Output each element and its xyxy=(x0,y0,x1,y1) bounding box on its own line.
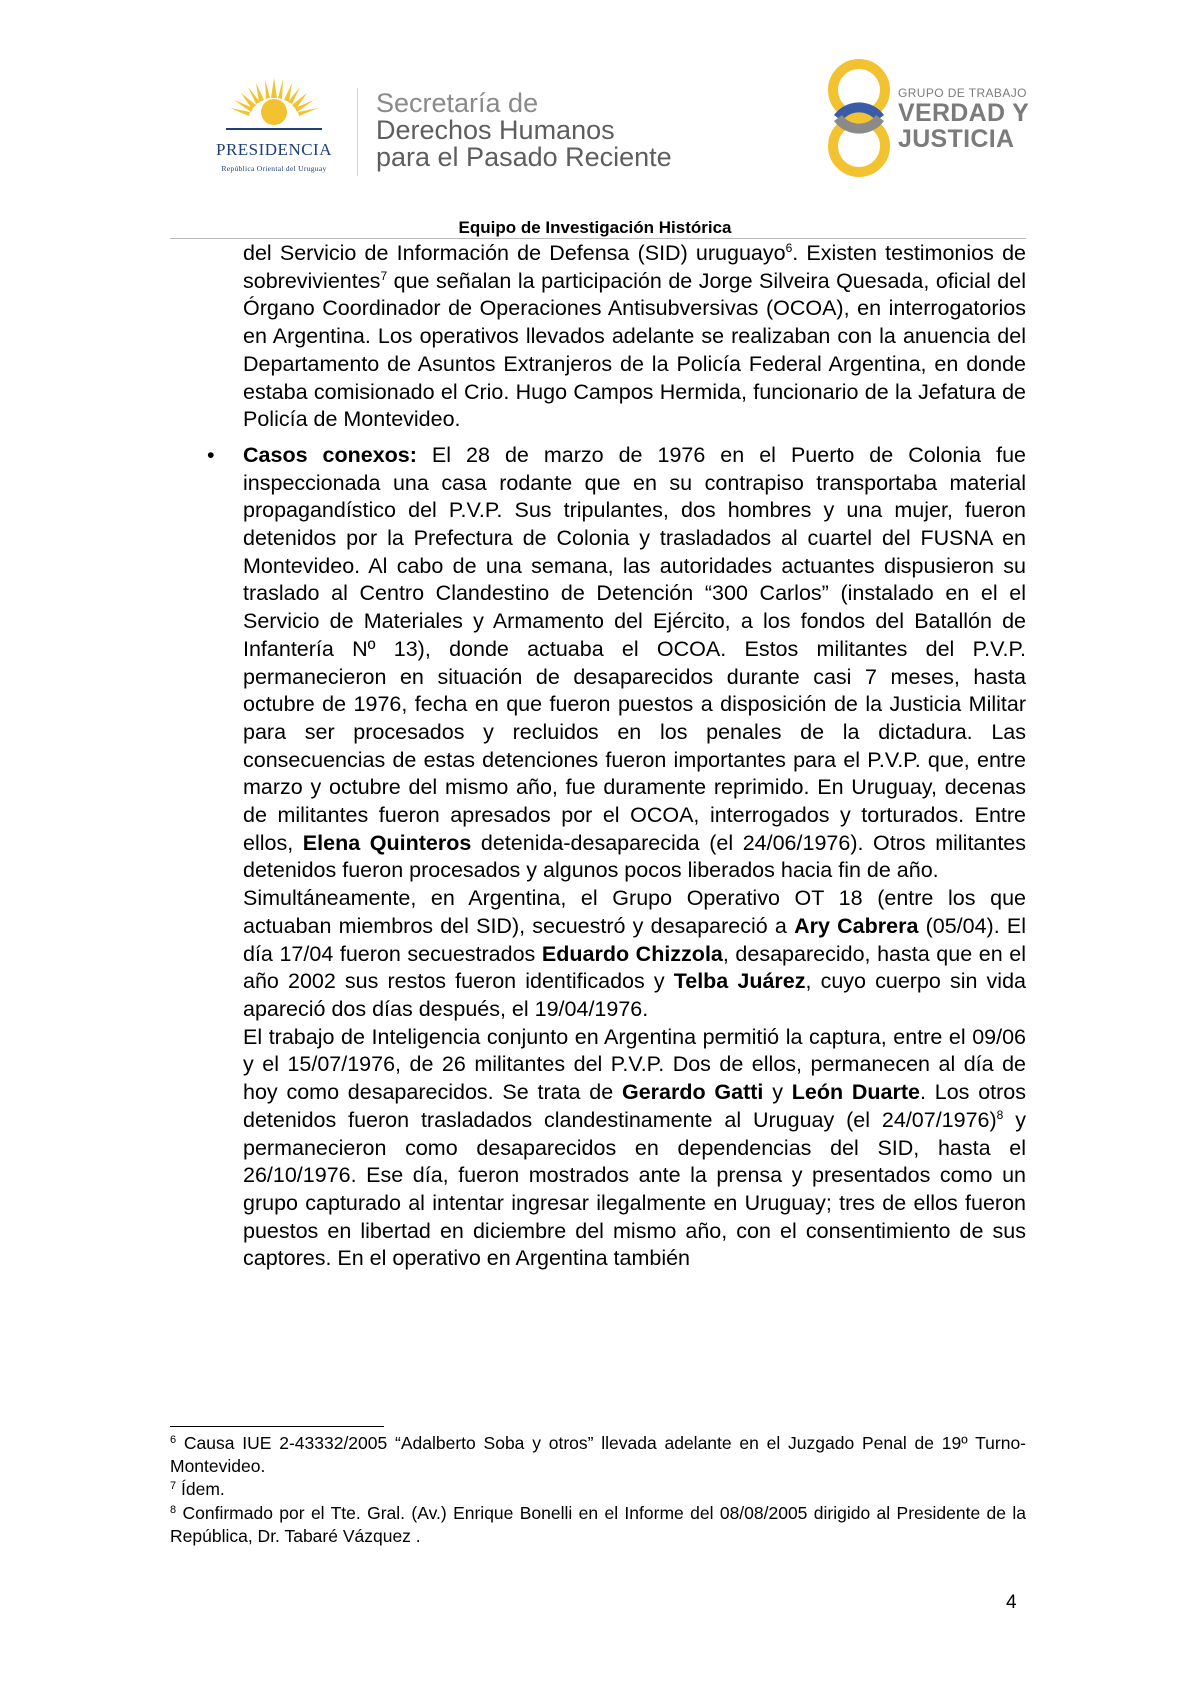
paragraph-1-text-c: que señalan la participación de Jorge Silveira Quesada, oficial del Órgano Coordinador de Operaciones Antisubversivas (OCOA), en interrogatorios en Argentina. Los operativos llevados adelante se realizaban con la anuencia del Departamento de Asuntos Extranjeros de la Policía Federal Argentina, en donde estaba comisionado el Crio. Hugo Campos Hermida, funcionario de la Jefatura de Policía de Montevideo. xyxy=(243,268,1026,432)
grupo-trabajo-text xyxy=(898,86,1029,152)
paragraph-2-end: detenida-desaparecida (el 24/06/1976). Otros militantes detenidos fueron procesados y algunos pocos liberados hacia fin de año. xyxy=(243,830,1027,883)
infinity-eight-icon xyxy=(824,56,894,182)
footnote-text: Confirmado por el Tte. Gral. (Av.) Enrique Bonelli en el Informe del 08/08/2005 dirigido al Presidente de la República, Dr. Tabaré Vázquez . xyxy=(170,1502,1026,1546)
name-eduardo-chizzola: Eduardo Chizzola xyxy=(541,941,723,966)
footnote-text: Causa IUE 2-43332/2005 “Adalberto Soba y otros” llevada adelante en el Juzgado Penal de 19º Turno-Montevideo. xyxy=(170,1433,1026,1477)
list-item-casos-conexos xyxy=(207,442,1027,885)
name-elena-quinteros: Elena Quinteros xyxy=(302,830,472,855)
paragraph-2-text: El 28 de marzo de 1976 en el Puerto de Colonia fue inspeccionada una casa rodante que en su contrapiso transportaba material propagandístico del P.V.P. Sus tripulantes, dos hombres y una mujer, fueron detenidos por la Prefectura de Colonia y trasladados al cuartel del FUSNA en Montevideo. Al cabo de una semana, las autoridades actuantes dispusieron su traslado al Centro Clandestino de Detención “300 Carlos” (instalado en el el Servicio de Materiales y Armamento del Ejército, a los fondos del Batallón de Infantería Nº 13), donde actuaba el OCOA. Estos militantes del P.V.P. permanecieron en situación de desaparecidos durante casi 7 meses, hasta octubre de 1976, fecha en que fueron puestos a disposición de la Justicia Militar para ser procesados y recluidos en los penales de la dictadura. Las consecuencias de estas detenciones fueron importantes para el P.V.P. que, entre marzo y octubre del mismo año, fue duramente reprimido. En Uruguay, decenas de militantes fueron apresados por el OCOA, interrogados y torturados. Entre ellos, xyxy=(243,442,1026,855)
footnote-rule xyxy=(170,1426,384,1427)
secretaria-line-2: Derechos Humanos xyxy=(376,115,615,145)
presidencia-subtitle: República Oriental del Uruguay xyxy=(221,164,327,173)
name-leon-duarte: León Duarte xyxy=(791,1080,920,1105)
department-title: Equipo de Investigación Histórica xyxy=(458,218,732,237)
paragraph-4-text: El trabajo de Inteligencia conjunto en Argentina permitió la captura, entre el 09/06 y el 15/07/1976, de 26 militantes del P.V.P. Dos de ellos, permanecen al día de hoy como desaparecidos. Se trata de xyxy=(243,1024,1026,1105)
secretaria-line-3: para el Pasado Reciente xyxy=(376,142,672,172)
footnotes xyxy=(170,1432,1026,1548)
bullet-icon: • xyxy=(207,442,215,467)
grupo-trabajo-logo xyxy=(824,56,1034,182)
footnote-number: 8 xyxy=(170,1503,177,1516)
logo-divider xyxy=(357,88,358,176)
page-number: 4 xyxy=(1006,1592,1017,1613)
header-rule xyxy=(170,238,1026,239)
paragraph-3-text: Simultáneamente, en Argentina, el Grupo Operativo OT 18 (entre los que actuaban miembros del SID), secuestró y desapareció a xyxy=(243,886,1026,938)
paragraph-4-text-d: y permanecieron como desaparecidos en dependencias del SID, hasta el 26/10/1976. Ese día, fueron mostrados ante la prensa y presentados como un grupo capturado al intentar ingresar ilegalmente en Uruguay; tres de ellos fueron puestos en libertad en diciembre del mismo año, con el consentimiento de sus captores. En el operativo en Argentina también xyxy=(243,1107,1026,1271)
presidencia-logo xyxy=(198,78,350,178)
secretaria-line-1: Secretaría de xyxy=(376,88,539,118)
document-body xyxy=(207,240,1027,1273)
presidencia-name: PRESIDENCIA xyxy=(215,140,332,159)
grupo-trabajo-line-1: VERDAD Y xyxy=(898,99,1030,127)
name-gerardo-gatti: Gerardo Gatti xyxy=(622,1080,764,1105)
sun-icon xyxy=(226,78,322,138)
footnote-number: 6 xyxy=(170,1434,177,1446)
footnote-8 xyxy=(170,1502,1026,1548)
footnote-6 xyxy=(170,1432,1026,1478)
paragraph-3 xyxy=(243,885,1026,1024)
paragraph-3-text-c: , desaparecido, hasta que en el año 2002 sus restos fueron identificados y xyxy=(243,941,1026,994)
paragraph-3-text-d: , cuyo cuerpo sin vida apareció dos días después, el 19/04/1976. xyxy=(243,969,1026,1021)
name-ary-cabrera: Ary Cabrera xyxy=(794,913,919,938)
paragraph-1-text: del Servicio de Información de Defensa (SID) uruguayo xyxy=(243,241,786,265)
footnote-ref-6[interactable]: 6 xyxy=(785,241,793,255)
grupo-trabajo-small: GRUPO DE TRABAJO xyxy=(898,86,1027,100)
paragraph-4 xyxy=(243,1024,1026,1273)
footnote-number: 7 xyxy=(170,1480,177,1493)
casos-conexos-label: Casos conexos: xyxy=(243,442,417,467)
paragraph-1 xyxy=(243,240,1026,434)
name-telba-juarez: Telba Juárez xyxy=(673,969,806,994)
paragraph-1-text-b: . Existen testimonios de sobrevivientes xyxy=(243,241,1026,293)
paragraph-4-text-b: y xyxy=(763,1080,792,1105)
footnote-ref-7[interactable]: 7 xyxy=(380,268,388,283)
paragraph-4-text-c: . Los otros detenidos fueron trasladados clandestinamente al Uruguay (el 24/07/1976) xyxy=(243,1080,1026,1132)
footnote-ref-8[interactable]: 8 xyxy=(996,1107,1004,1122)
footnote-text: Ídem. xyxy=(176,1479,225,1500)
footnote-7 xyxy=(170,1478,1026,1501)
grupo-trabajo-line-2: JUSTICIA xyxy=(898,125,1015,153)
page-header xyxy=(0,0,1190,240)
secretaria-logo-text xyxy=(376,90,672,171)
paragraph-3-text-b: (05/04). El día 17/04 fueron secuestrados xyxy=(243,913,1026,966)
